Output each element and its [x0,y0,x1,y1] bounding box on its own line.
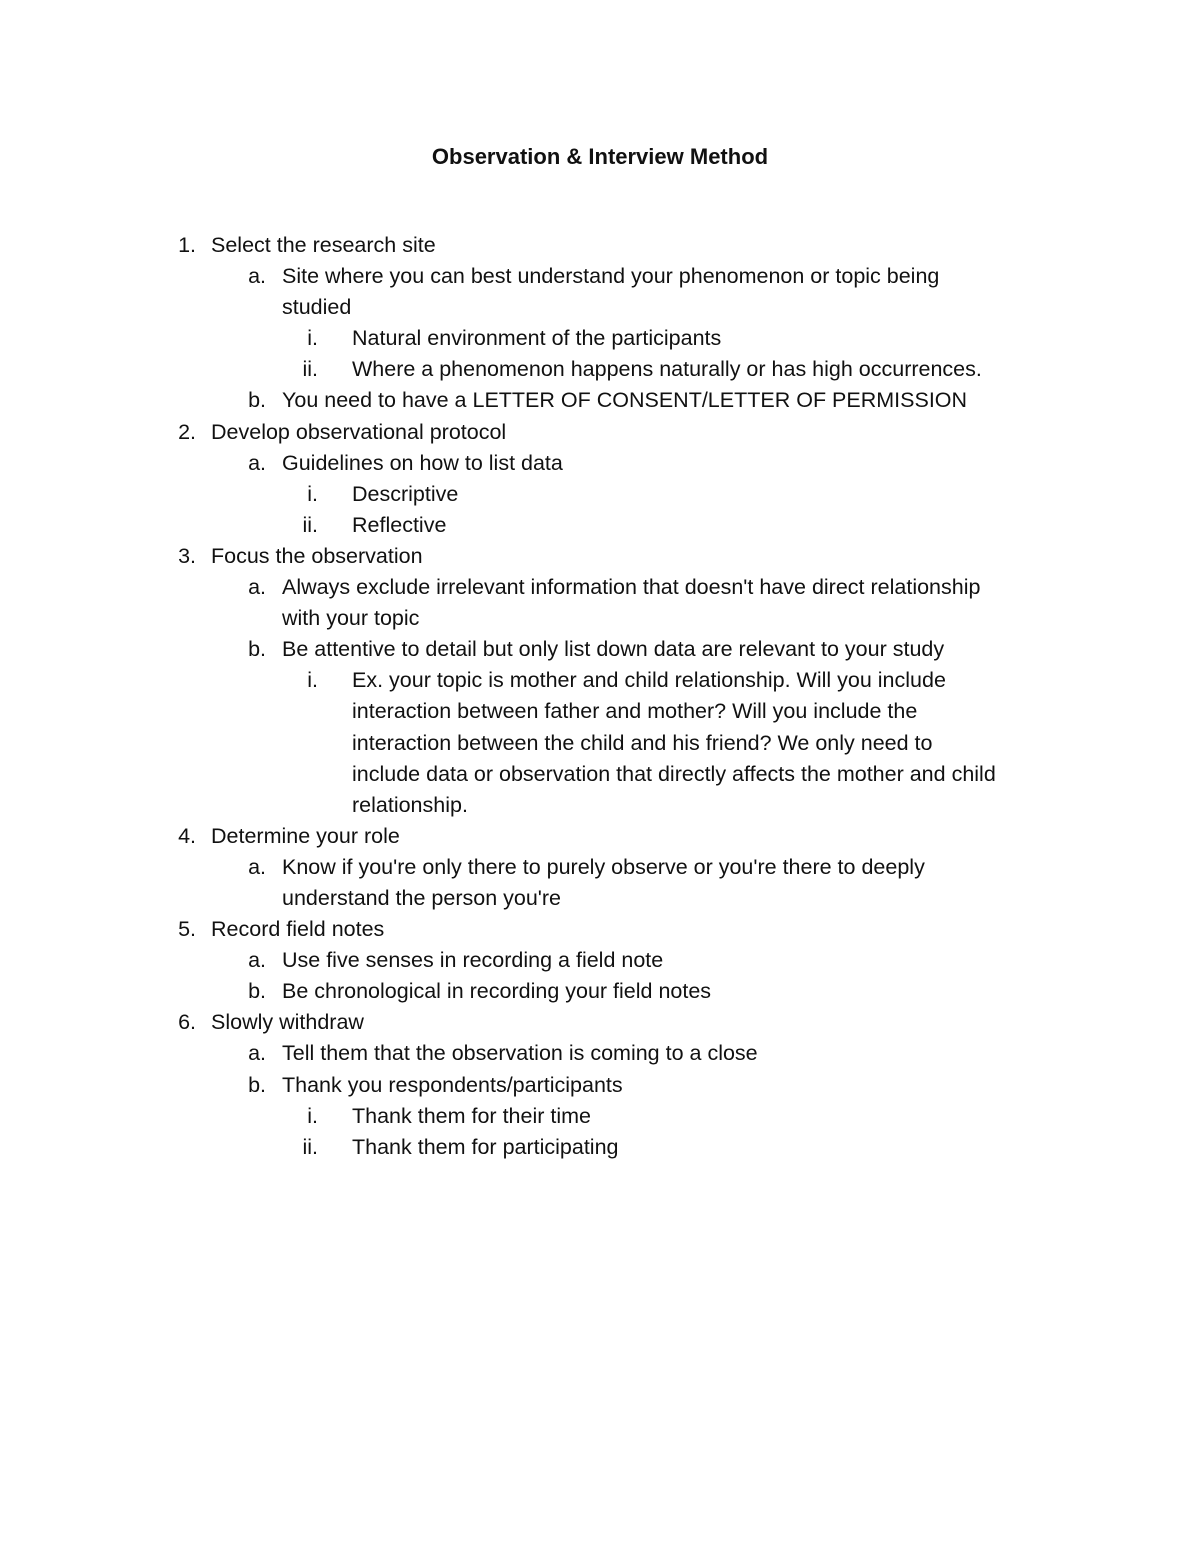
list-item-text: Be chronological in recording your field notes [282,979,712,1004]
list-item-text: with your topic [282,606,420,631]
list-item-text: Natural environment of the participants [352,326,722,351]
outline-item-level-3 [0,728,1200,759]
outline-item-level-3 [0,323,1200,354]
list-item-text: include data or observation that directly affects the mother and child [352,761,996,786]
list-item-text: interaction between father and mother? Will you include the [352,699,918,724]
list-marker: i. [307,1103,318,1128]
list-marker: 5. [178,917,196,942]
list-item-text: Reflective [352,512,447,537]
outline-item-level-2 [0,292,1200,323]
list-item-text: Thank them for their time [352,1103,591,1128]
list-marker: a. [248,450,266,475]
outline-item-level-3 [0,1132,1200,1163]
list-marker: 3. [178,543,196,568]
list-item-text: Site where you can best understand your phenomenon or topic being [282,264,940,289]
list-item-text: Focus the observation [211,543,423,568]
outline-item-level-2 [0,1038,1200,1069]
outline-item-level-1 [0,914,1200,945]
outline-item-level-2 [0,883,1200,914]
outline-item-level-3 [0,354,1200,385]
list-marker: a. [248,854,266,879]
list-item-text: Always exclude irrelevant information that doesn't have direct relationship [282,575,981,600]
document-title: Observation & Interview Method [431,144,769,169]
outline-item-level-1 [0,821,1200,852]
list-item-text: You need to have a LETTER OF CONSENT/LETTER OF PERMISSION [282,388,968,413]
list-item-text: Be attentive to detail but only list down data are relevant to your study [282,637,945,662]
list-item-text: Develop observational protocol [211,419,507,444]
list-item-text: Tell them that the observation is coming to a close [282,1041,758,1066]
list-marker: 6. [178,1010,196,1035]
outline-item-level-1 [0,541,1200,572]
list-marker: i. [307,668,318,693]
outline-item-level-3 [0,696,1200,727]
outline-item-level-3 [0,759,1200,790]
list-marker: i. [307,326,318,351]
outline-item-level-2 [0,852,1200,883]
list-item-text: Slowly withdraw [211,1010,364,1035]
list-marker: b. [248,979,266,1004]
outline-item-level-3 [0,1101,1200,1132]
list-marker: i. [307,481,318,506]
outline-item-level-3 [0,479,1200,510]
outline-item-level-2 [0,1070,1200,1101]
outline-list [0,230,1200,1163]
list-marker: b. [248,388,266,413]
outline-item-level-2 [0,603,1200,634]
list-item-text: Where a phenomenon happens naturally or has high occurrences. [352,357,982,382]
list-marker: b. [248,637,266,662]
outline-item-level-1 [0,417,1200,448]
outline-item-level-1 [0,1007,1200,1038]
list-item-text: Determine your role [211,823,400,848]
list-item-text: Thank them for participating [352,1134,619,1159]
outline-item-level-2 [0,572,1200,603]
outline-item-level-3 [0,790,1200,821]
list-marker: 2. [178,419,196,444]
list-item-text: relationship. [352,792,468,817]
outline-item-level-3 [0,665,1200,696]
list-marker: a. [248,948,266,973]
list-item-text: Descriptive [352,481,459,506]
list-item-text: Record field notes [211,917,385,942]
list-marker: 4. [178,823,196,848]
list-item-text: interaction between the child and his friend? We only need to [352,730,933,755]
list-marker: a. [248,575,266,600]
outline-item-level-2 [0,976,1200,1007]
list-marker: ii. [302,357,318,382]
outline-item-level-3 [0,510,1200,541]
list-item-text: Guidelines on how to list data [282,450,563,475]
list-marker: a. [248,264,266,289]
list-marker: ii. [302,1134,318,1159]
list-marker: 1. [178,233,196,257]
outline-item-level-1 [0,230,1200,261]
outline-item-level-2 [0,634,1200,665]
list-item-text: Thank you respondents/participants [282,1072,623,1097]
outline-item-level-2 [0,448,1200,479]
outline-item-level-2 [0,261,1200,292]
outline-item-level-2 [0,385,1200,416]
list-marker: a. [248,1041,266,1066]
list-item-text: Use five senses in recording a field note [282,948,664,973]
list-item-text: understand the person you're [282,885,562,910]
list-marker: b. [248,1072,266,1097]
list-item-text: studied [282,295,352,320]
list-item-text: Know if you're only there to purely observe or you're there to deeply [282,854,925,879]
outline-item-level-2 [0,945,1200,976]
list-item-text: Ex. your topic is mother and child relationship. Will you include [352,668,946,693]
list-item-text: Select the research site [211,233,436,257]
list-marker: ii. [302,512,318,537]
